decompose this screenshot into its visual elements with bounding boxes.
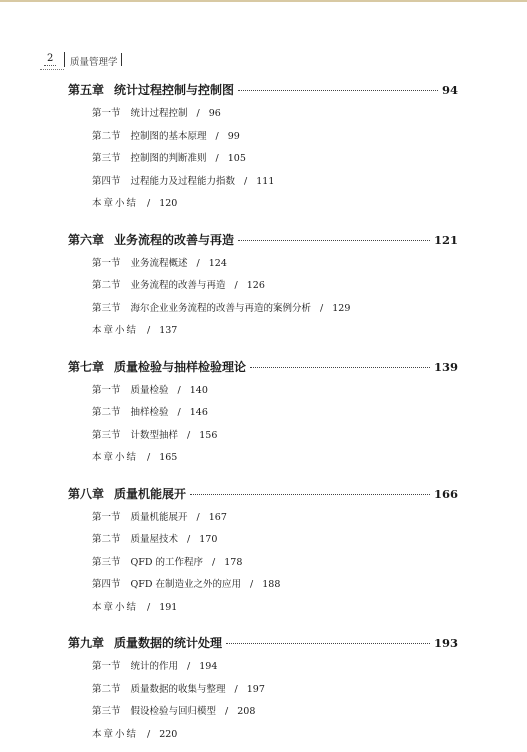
top-border-rule bbox=[0, 0, 527, 2]
section-label: 第二节 bbox=[92, 280, 121, 291]
section-page: 220 bbox=[159, 728, 178, 740]
page-separator: / bbox=[244, 175, 248, 187]
section-page: 111 bbox=[256, 175, 275, 187]
section-label: 第三节 bbox=[92, 706, 121, 717]
section-entry[interactable] bbox=[68, 507, 458, 530]
section-page: 178 bbox=[224, 556, 243, 568]
summary-label: 本章小结 bbox=[92, 325, 139, 336]
page-separator: / bbox=[320, 302, 324, 314]
section-page: 194 bbox=[199, 661, 218, 672]
summary-label: 本章小结 bbox=[92, 601, 139, 613]
page-separator: / bbox=[147, 198, 151, 209]
section-page: 197 bbox=[246, 683, 265, 695]
section-entry[interactable] bbox=[68, 425, 458, 448]
section-page: 99 bbox=[227, 130, 240, 142]
section-label: 第三节 bbox=[92, 429, 121, 441]
page-separator: / bbox=[196, 108, 200, 119]
chapter-page: 166 bbox=[433, 486, 458, 501]
section-entry[interactable] bbox=[68, 656, 458, 679]
section-label: 第一节 bbox=[92, 511, 121, 523]
chapter-heading[interactable] bbox=[68, 484, 458, 504]
section-page: 124 bbox=[208, 257, 227, 269]
chapter-number: 第九章 bbox=[68, 636, 105, 650]
section-entry[interactable] bbox=[68, 402, 458, 425]
section-title: 业务流程的改善与再造 bbox=[130, 280, 226, 291]
chapter-summary-entry[interactable] bbox=[68, 193, 458, 216]
book-title: 质量管理学 bbox=[70, 57, 118, 68]
page-separator: / bbox=[215, 153, 219, 164]
section-page: 129 bbox=[332, 302, 351, 314]
section-entry[interactable] bbox=[68, 298, 458, 321]
page-separator: / bbox=[225, 706, 229, 717]
page-separator: / bbox=[147, 601, 151, 613]
section-label: 第二节 bbox=[92, 407, 121, 418]
page-separator: / bbox=[187, 429, 191, 441]
section-title: 业务流程概述 bbox=[130, 257, 188, 269]
section-page: 146 bbox=[189, 407, 208, 418]
chapter-heading[interactable] bbox=[68, 357, 458, 377]
section-label: 第二节 bbox=[92, 534, 121, 545]
section-entry[interactable] bbox=[68, 275, 458, 298]
chapter-summary-entry[interactable] bbox=[68, 597, 458, 620]
section-title: 过程能力及过程能力指数 bbox=[130, 175, 236, 187]
page-separator: / bbox=[177, 407, 181, 418]
dot-leader bbox=[238, 89, 438, 91]
section-title: QFD 在制造业之外的应用 bbox=[130, 579, 242, 590]
section-page: 208 bbox=[237, 706, 256, 717]
chapter-title: 业务流程的改善与再造 bbox=[114, 232, 235, 247]
section-page: 167 bbox=[208, 511, 227, 523]
section-entry[interactable] bbox=[68, 529, 458, 552]
section-entry[interactable] bbox=[68, 126, 458, 149]
section-title: 质量机能展开 bbox=[130, 511, 188, 523]
section-label: 第三节 bbox=[92, 153, 121, 164]
page-separator: / bbox=[187, 661, 191, 672]
chapter-title: 统计过程控制与控制图 bbox=[114, 83, 235, 97]
section-label: 第三节 bbox=[92, 302, 121, 314]
summary-label: 本章小结 bbox=[92, 452, 139, 463]
page-number: 2 bbox=[44, 53, 56, 66]
section-title: 统计的作用 bbox=[130, 661, 179, 672]
section-page: 126 bbox=[246, 280, 265, 291]
section-page: 105 bbox=[227, 153, 246, 164]
section-page: 170 bbox=[199, 534, 218, 545]
section-page: 156 bbox=[199, 429, 218, 441]
section-entry[interactable] bbox=[68, 380, 458, 403]
chapter-summary-entry[interactable] bbox=[68, 724, 458, 747]
page-separator: / bbox=[234, 280, 238, 291]
section-label: 第三节 bbox=[92, 556, 121, 568]
section-label: 第二节 bbox=[92, 130, 121, 142]
section-entry[interactable] bbox=[68, 148, 458, 171]
page-separator: / bbox=[147, 728, 151, 740]
chapter-page: 94 bbox=[441, 83, 458, 97]
header-divider bbox=[121, 53, 122, 66]
summary-label: 本章小结 bbox=[92, 728, 139, 740]
page-separator: / bbox=[187, 534, 191, 545]
section-entry[interactable] bbox=[68, 679, 458, 702]
chapter-page: 121 bbox=[433, 232, 458, 247]
section-title: 统计过程控制 bbox=[130, 108, 188, 119]
chapter-entry bbox=[68, 80, 458, 216]
section-title: QFD 的工作程序 bbox=[130, 556, 204, 568]
page-separator: / bbox=[234, 683, 238, 695]
section-label: 第二节 bbox=[92, 683, 121, 695]
section-label: 第四节 bbox=[92, 175, 121, 187]
section-title: 控制图的判断准则 bbox=[130, 153, 207, 164]
chapter-title: 质量机能展开 bbox=[114, 486, 187, 501]
section-entry[interactable] bbox=[68, 552, 458, 575]
chapter-entry bbox=[68, 230, 458, 343]
section-label: 第一节 bbox=[92, 108, 121, 119]
section-page: 188 bbox=[262, 579, 281, 590]
section-title: 质量屋技术 bbox=[130, 534, 179, 545]
running-header bbox=[36, 48, 236, 70]
section-label: 第一节 bbox=[92, 257, 121, 269]
page-separator: / bbox=[147, 452, 151, 463]
dot-leader bbox=[250, 366, 430, 368]
chapter-entry bbox=[68, 484, 458, 620]
page-separator: / bbox=[147, 325, 151, 336]
summary-label: 本章小结 bbox=[92, 198, 139, 209]
page-separator: / bbox=[212, 556, 216, 568]
page-separator: / bbox=[177, 384, 181, 396]
section-page: 137 bbox=[159, 325, 178, 336]
page-separator: / bbox=[215, 130, 219, 142]
dot-leader bbox=[226, 642, 430, 644]
page-separator: / bbox=[196, 257, 200, 269]
header-dotted-rule bbox=[40, 69, 64, 70]
section-title: 抽样检验 bbox=[130, 407, 169, 418]
page-separator: / bbox=[196, 511, 200, 523]
dot-leader bbox=[190, 493, 430, 495]
section-title: 假设检验与回归模型 bbox=[130, 706, 217, 717]
section-page: 191 bbox=[159, 601, 178, 613]
chapter-number: 第七章 bbox=[68, 359, 105, 374]
chapter-page: 193 bbox=[433, 636, 458, 650]
chapter-number: 第八章 bbox=[68, 486, 105, 501]
section-title: 质量检验 bbox=[130, 384, 169, 396]
chapter-summary-entry[interactable] bbox=[68, 447, 458, 470]
section-label: 第一节 bbox=[92, 661, 121, 672]
header-divider bbox=[64, 52, 65, 67]
chapter-title: 质量检验与抽样检验理论 bbox=[114, 359, 247, 374]
page-separator: / bbox=[250, 579, 254, 590]
section-page: 120 bbox=[159, 198, 178, 209]
chapter-entry bbox=[68, 357, 458, 470]
chapter-number: 第五章 bbox=[68, 83, 105, 97]
chapter-title: 质量数据的统计处理 bbox=[114, 636, 223, 650]
section-label: 第一节 bbox=[92, 384, 121, 396]
chapter-number: 第六章 bbox=[68, 232, 105, 247]
dot-leader bbox=[238, 239, 430, 241]
section-label: 第四节 bbox=[92, 579, 121, 590]
section-page: 96 bbox=[208, 108, 221, 119]
section-entry[interactable] bbox=[68, 103, 458, 126]
chapter-heading[interactable] bbox=[68, 230, 458, 250]
section-page: 140 bbox=[189, 384, 208, 396]
chapter-entry bbox=[68, 633, 458, 746]
section-title: 海尔企业业务流程的改善与再造的案例分析 bbox=[130, 302, 312, 314]
section-entry[interactable] bbox=[68, 171, 458, 194]
chapter-page: 139 bbox=[433, 359, 458, 374]
chapter-heading[interactable] bbox=[68, 633, 458, 653]
section-entry[interactable] bbox=[68, 574, 458, 597]
table-of-contents bbox=[68, 80, 458, 746]
chapter-summary-entry[interactable] bbox=[68, 320, 458, 343]
section-title: 计数型抽样 bbox=[130, 429, 179, 441]
chapter-heading[interactable] bbox=[68, 80, 458, 100]
section-entry[interactable] bbox=[68, 701, 458, 724]
section-page: 165 bbox=[159, 452, 178, 463]
section-title: 质量数据的收集与整理 bbox=[130, 683, 226, 695]
section-entry[interactable] bbox=[68, 253, 458, 276]
section-title: 控制图的基本原理 bbox=[130, 130, 207, 142]
